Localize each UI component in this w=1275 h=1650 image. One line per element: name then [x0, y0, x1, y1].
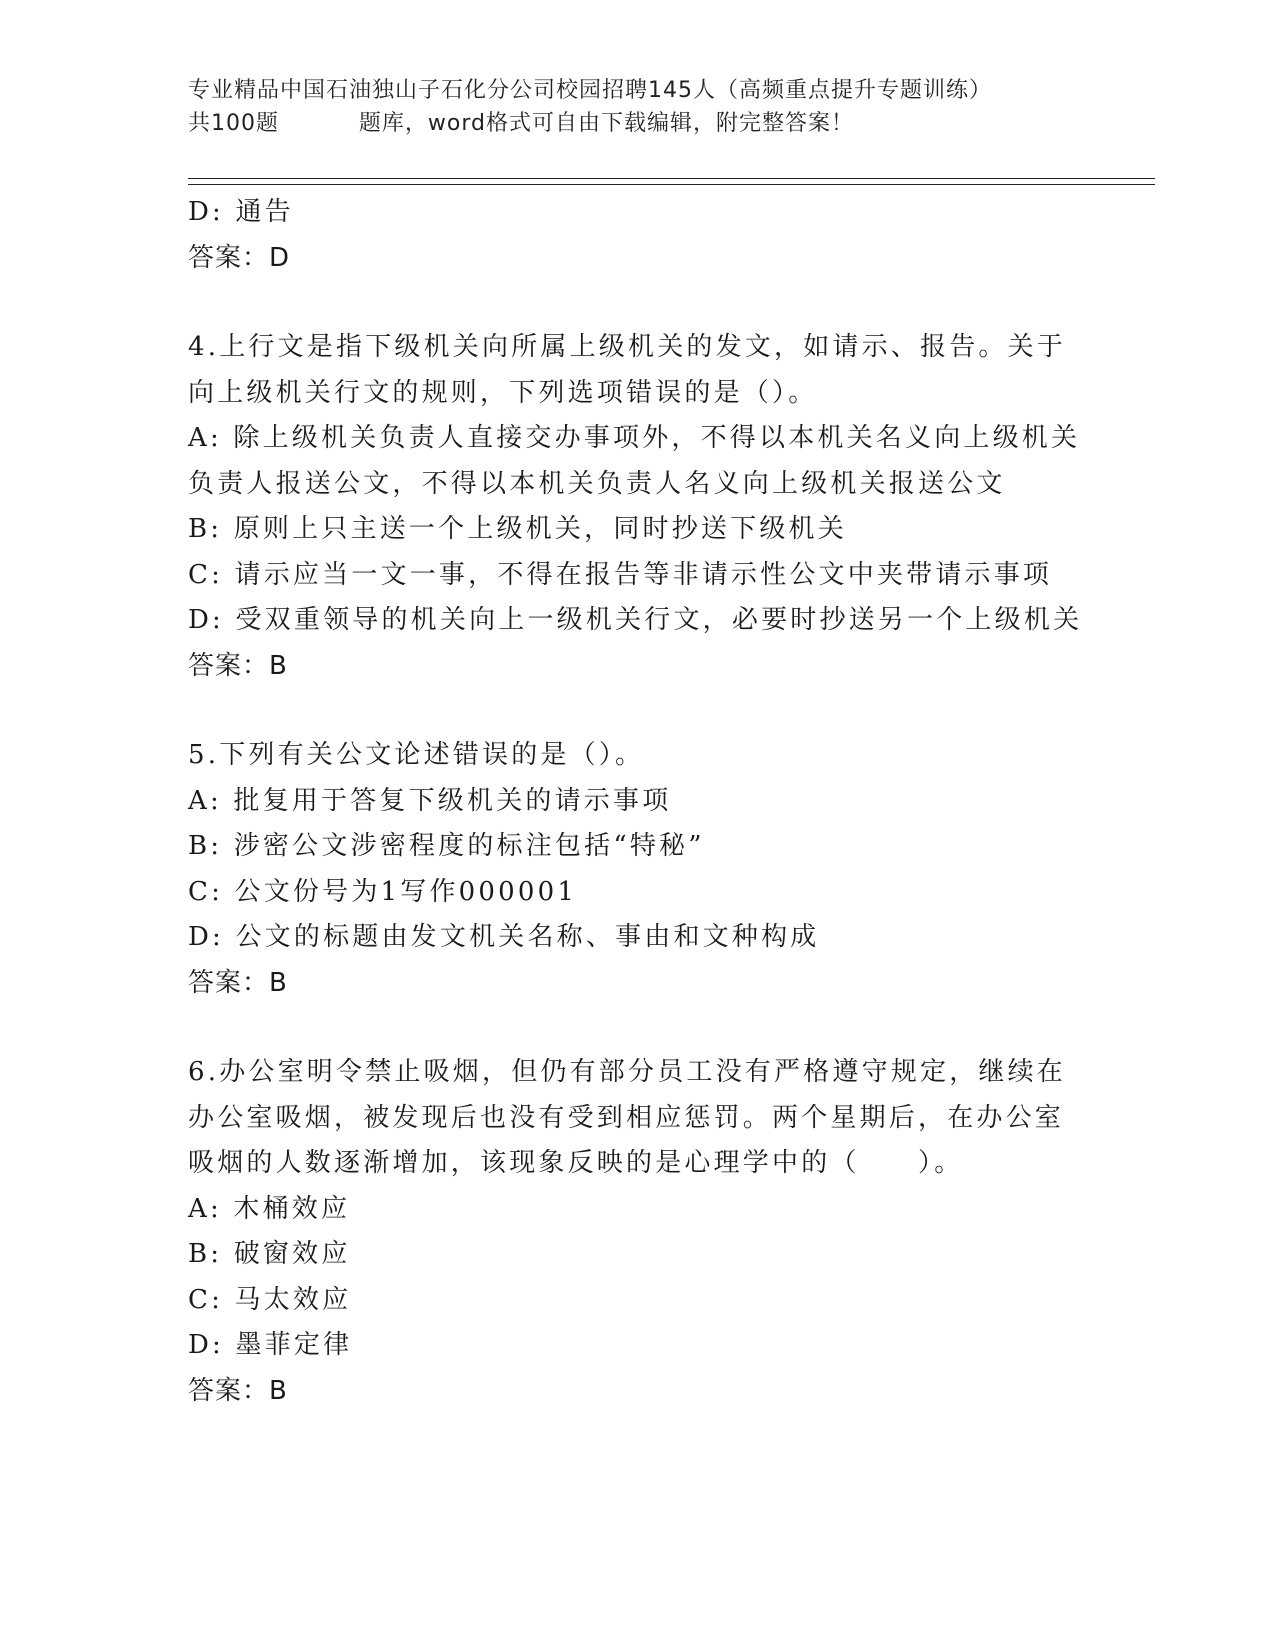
option-c: C: 马太效应	[188, 1284, 352, 1315]
option-c: C: 请示应当一文一事，不得在报告等非请示性公文中夹带请示事项	[188, 559, 1053, 590]
option-b: B: 破窗效应	[188, 1239, 351, 1269]
option-a-continued: 负责人报送公文，不得以本机关负责人名义向上级机关报送公文	[188, 468, 1006, 499]
answer-line: 答案：D	[188, 242, 291, 273]
answer-line: 答案：B	[188, 1375, 288, 1406]
option-a: A: 除上级机关负责人直接交办事项外，不得以本机关名义向上级机关	[188, 423, 1081, 453]
option-a: A: 木桶效应	[188, 1193, 351, 1224]
question-stem: 6.办公室明令禁止吸烟，但仍有部分员工没有严格遵守规定，继续在	[188, 1057, 1067, 1087]
header-rule-top	[188, 178, 1155, 179]
question-content	[188, 190, 1148, 1414]
question-5	[188, 733, 1148, 1006]
question-stem: 向上级机关行文的规则，下列选项错误的是（）。	[188, 377, 818, 408]
option-d: D: 公文的标题由发文机关名称、事由和文种构成	[188, 922, 820, 952]
header-title: 专业精品中国石油独山子石化分公司校园招聘145人（高频重点提升专题训练）	[188, 78, 992, 103]
header-subtitle: 共100题 题库，word格式可自由下载编辑，附完整答案！	[188, 111, 855, 136]
question-stem: 5.下列有关公文论述错误的是（）。	[188, 740, 645, 770]
option-d: D: 通告	[188, 197, 294, 227]
option-d: D: 受双重领导的机关向上一级机关行文，必要时抄送另一个上级机关	[188, 605, 1083, 635]
question-4	[188, 325, 1148, 689]
question-stem: 办公室吸烟，被发现后也没有受到相应惩罚。两个星期后，在办公室	[188, 1102, 1065, 1133]
option-d: D: 墨菲定律	[188, 1330, 353, 1360]
option-c: C: 公文份号为1写作000001	[188, 876, 578, 907]
page-header	[188, 74, 1088, 140]
option-b: B: 原则上只主送一个上级机关，同时抄送下级机关	[188, 514, 847, 544]
answer-line: 答案：B	[188, 650, 288, 681]
question-6	[188, 1050, 1148, 1414]
question-stem: 吸烟的人数逐渐增加，该现象反映的是心理学中的（ ）。	[188, 1148, 964, 1178]
answer-line: 答案：B	[188, 967, 288, 998]
prev-question-tail	[188, 190, 1148, 281]
option-a: A: 批复用于答复下级机关的请示事项	[188, 785, 672, 816]
option-b: B: 涉密公文涉密程度的标注包括“特秘”	[188, 831, 705, 861]
question-stem: 4.上行文是指下级机关向所属上级机关的发文，如请示、报告。关于	[188, 332, 1067, 362]
header-rule-bottom	[188, 184, 1155, 185]
